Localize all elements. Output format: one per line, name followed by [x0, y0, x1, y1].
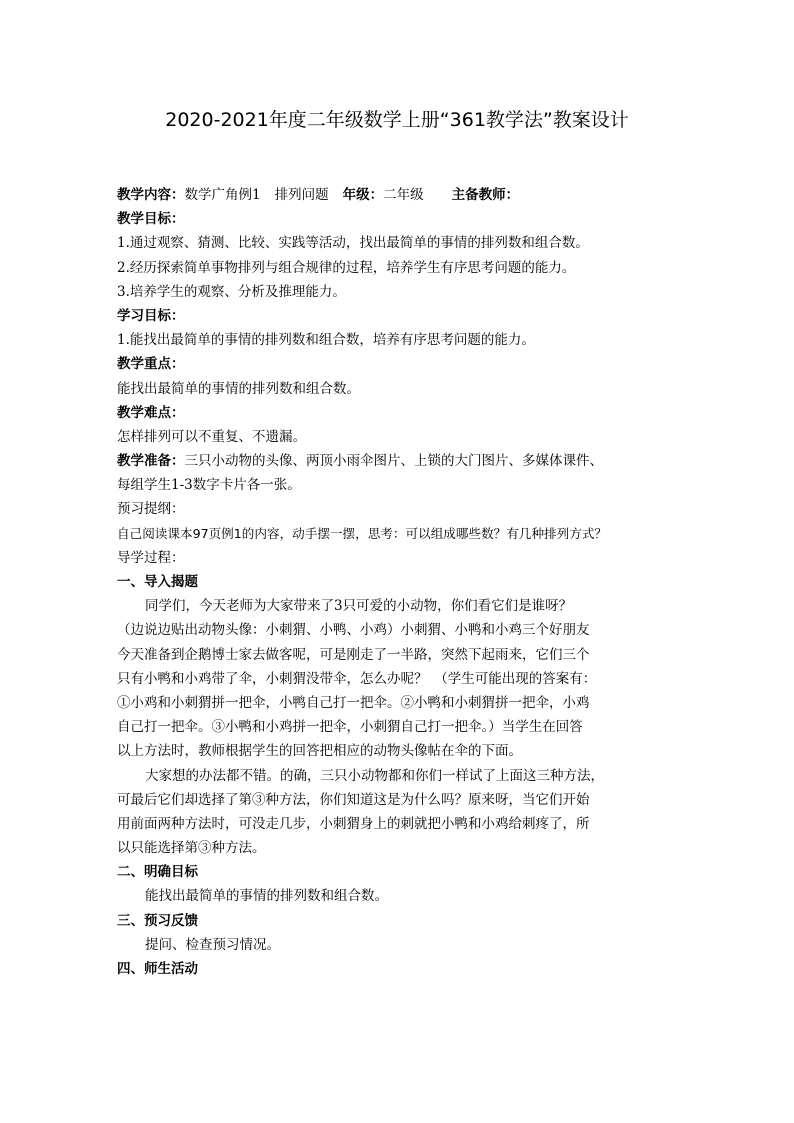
learning-heading: 学习目标：	[117, 307, 185, 324]
section3-heading: 三、预习反馈	[117, 912, 198, 929]
section1-heading: 一、导入揭题	[117, 574, 198, 590]
document-body	[117, 183, 685, 981]
prep-text-2: 每组学生1-3数字卡片各一张。	[117, 477, 301, 494]
section1-line-7: 以上方法时，教师根据学生的回答把相应的动物头像帖在伞的下面。	[117, 743, 522, 760]
content-topic: 排列问题	[274, 187, 329, 203]
section4-heading: 四、师生活动	[117, 961, 198, 977]
learning-item: 1.能找出最简单的事情的排列数和组合数，培养有序思考问题的能力。	[117, 332, 535, 349]
goal-item-2: 2.经历探索简单事物排列与组合规律的过程，培养学生有序思考问题的能力。	[117, 259, 576, 276]
prep-line	[117, 449, 685, 473]
difficulty-text: 怎样排列可以不重复、不遗漏。	[117, 428, 306, 445]
section1-line-3: 今天准备到企鹅博士家去做客呢，可是刚走了一半路，突然下起雨来，它们三个	[117, 646, 590, 663]
section2-text: 能找出最简单的事情的排列数和组合数。	[145, 888, 388, 905]
section1-line-11: 以只能选择第③种方法。	[117, 840, 266, 857]
section1-line-9: 可最后它们却选择了第③种方法，你们知道这是为什么吗？原来呀，当它们开始	[117, 791, 590, 808]
grade-value: 二年级	[383, 187, 424, 203]
key-text: 能找出最简单的事情的排列数和组合数。	[117, 380, 360, 397]
goals-heading: 教学目标：	[117, 211, 185, 228]
prep-heading: 教学准备：	[117, 453, 185, 470]
content-value: 数学广角例1	[184, 187, 261, 203]
prep-text-1: 三只小动物的头像、两顶小雨伞图片、上锁的大门图片、多媒体课件、	[184, 453, 603, 470]
grade-label: 年级：	[342, 187, 384, 203]
section1-line-8: 大家想的办法都不错。的确，三只小动物都和你们一样试了上面这三种方法，	[145, 767, 604, 784]
section1-line-6: 自己打一把伞。③小鸭和小鸡拼一把伞，小刺猬自己打一把伞。）当学生在回答	[117, 719, 583, 736]
content-line	[117, 183, 685, 207]
section1-line-2: （边说边贴出动物头像：小刺猬、小鸭、小鸡）小刺猬、小鸭和小鸡三个好朋友	[117, 622, 590, 639]
section3-text: 提问、检查预习情况。	[145, 936, 280, 953]
section2-heading: 二、明确目标	[117, 864, 198, 881]
preview-text: 自己阅读课本97页例1的内容，动手摆一摆，思考：可以组成哪些数？有几种排列方式？	[117, 525, 608, 541]
difficulty-heading: 教学难点：	[117, 404, 185, 421]
teacher-label: 主备教师：	[451, 187, 520, 203]
content-label: 教学内容：	[117, 187, 185, 203]
goal-item-3: 3.培养学生的观察、分析及推理能力。	[117, 283, 346, 300]
section1-line-10: 用前面两种方法时，可没走几步，小刺猬身上的刺就把小鸭和小鸡给刺疼了，所	[117, 815, 590, 832]
goal-item-1: 1.通过观察、猜测、比较、实践等活动，找出最简单的事情的排列数和组合数。	[117, 235, 589, 252]
document-title: 2020-2021年度二年级数学上册“361教学法”教案设计	[165, 109, 629, 131]
section1-line-4: 只有小鸭和小鸡带了伞，小刺猬没带伞，怎么办呢？ （学生可能出现的答案有：	[117, 670, 597, 687]
preview-heading: 预习提纲：	[117, 501, 185, 518]
section1-line-1: 同学们，今天老师为大家带来了3只可爱的小动物，你们看它们是谁呀？	[145, 598, 573, 615]
process-heading: 导学过程：	[117, 549, 185, 566]
key-heading: 教学重点：	[117, 356, 185, 373]
section1-line-5: ①小鸡和小刺猬拼一把伞，小鸭自己打一把伞。②小鸭和小刺猬拼一把伞，小鸡	[117, 694, 590, 711]
